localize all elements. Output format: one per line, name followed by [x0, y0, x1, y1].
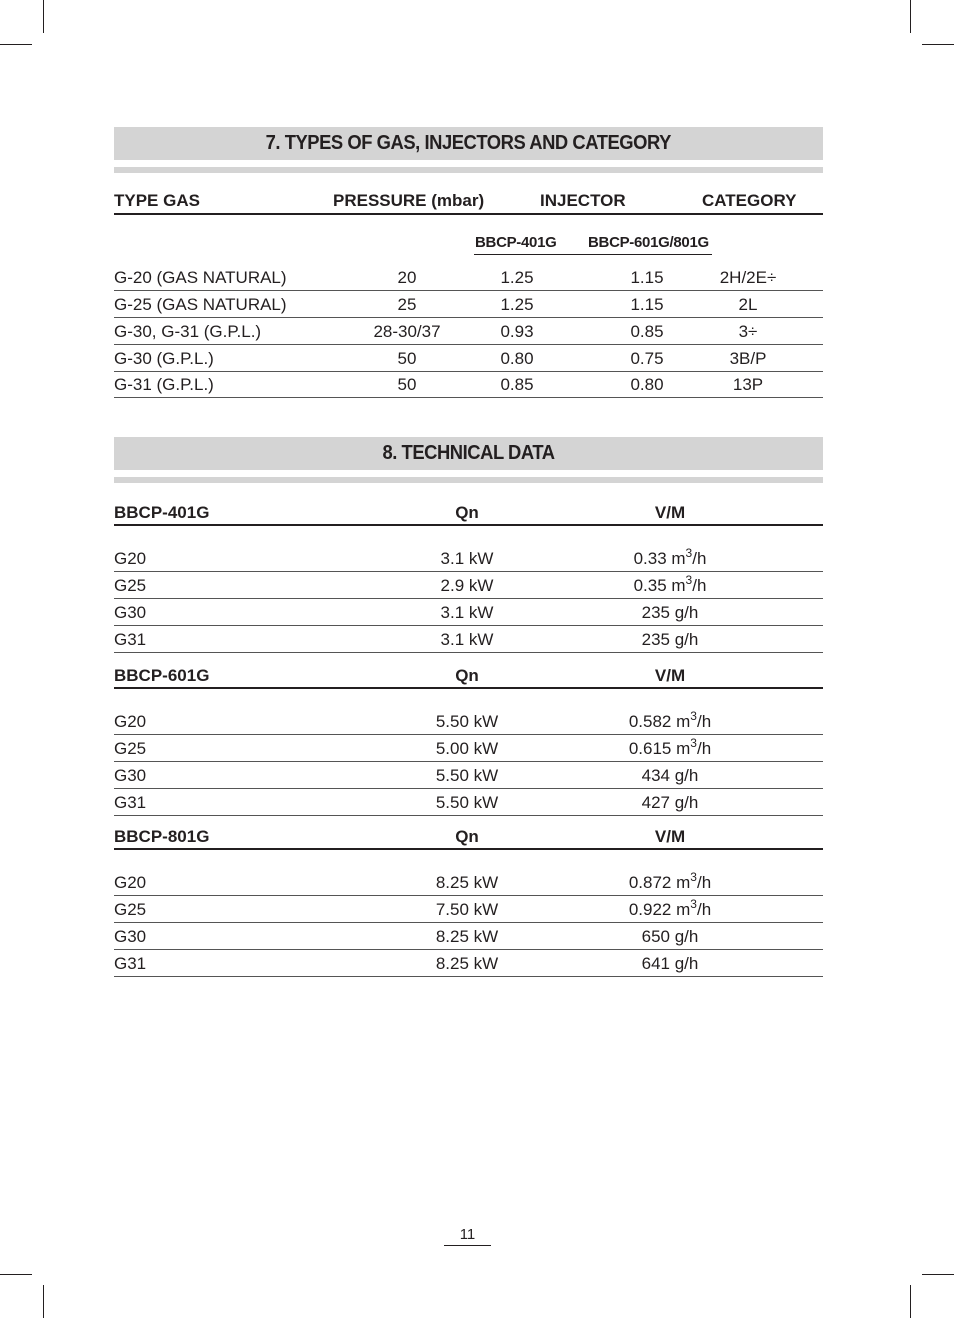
row-rule	[114, 949, 823, 950]
qn-cell: 3.1 kW	[440, 630, 494, 649]
gas-cell: G30	[114, 603, 147, 622]
gas-cell: G25	[114, 576, 147, 595]
row-rule	[114, 317, 823, 318]
row-rule	[114, 598, 823, 599]
table-header-rule	[114, 524, 823, 526]
category-cell: 13P	[732, 375, 764, 394]
type-gas-cell: G-25 (GAS NATURAL)	[114, 295, 287, 314]
category-cell: 3B/P	[729, 349, 767, 368]
row-rule	[114, 371, 823, 372]
model-header: BBCP-601G	[114, 666, 210, 685]
category-cell: 2L	[738, 295, 758, 314]
vm-value: 434 g/h	[641, 766, 699, 785]
pressure-cell: 28-30/37	[373, 322, 441, 341]
row-rule	[114, 788, 823, 789]
qn-cell: 8.25 kW	[435, 873, 499, 892]
crop-mark	[910, 0, 911, 33]
model-header: BBCP-401G	[114, 503, 210, 522]
row-rule	[114, 976, 823, 977]
type-gas-cell: G-30 (G.P.L.)	[114, 349, 214, 368]
crop-mark	[922, 44, 954, 45]
pressure-cell: 50	[397, 375, 417, 394]
row-rule	[114, 761, 823, 762]
gas-cell: G30	[114, 766, 147, 785]
gas-cell: G30	[114, 927, 147, 946]
vm-cell	[642, 630, 699, 650]
vm-cell	[642, 954, 699, 974]
vm-cell	[628, 736, 712, 759]
vm-cell	[642, 793, 699, 813]
section7-title: 7. TYPES OF GAS, INJECTORS AND CATEGORY	[265, 132, 672, 154]
row-rule	[114, 922, 823, 923]
table-header-rule	[114, 848, 823, 850]
gas-cell: G20	[114, 549, 147, 568]
gas-cell: G25	[114, 900, 147, 919]
row-rule	[114, 652, 823, 653]
qn-cell: 2.9 kW	[440, 576, 494, 595]
vm-exponent: 3	[690, 870, 697, 884]
gas-cell: G31	[114, 954, 147, 973]
injector-401-cell: 1.25	[500, 268, 534, 287]
injector-601-cell: 0.80	[630, 375, 664, 394]
row-rule	[114, 734, 823, 735]
qn-cell: 7.50 kW	[435, 900, 499, 919]
vm-unit-suffix: /h	[696, 900, 712, 919]
pressure-cell: 50	[397, 349, 417, 368]
pressure-cell: 25	[397, 295, 417, 314]
vm-unit-suffix: /h	[692, 576, 707, 595]
vm-cell	[628, 870, 712, 893]
vm-cell	[633, 546, 707, 569]
gas-cell: G20	[114, 712, 147, 731]
section7-banner	[114, 127, 823, 160]
vm-exponent: 3	[685, 573, 693, 587]
vm-exponent: 3	[685, 546, 693, 560]
vm-cell	[642, 766, 699, 786]
injector-401-cell: 0.85	[500, 375, 534, 394]
vm-cell	[633, 573, 707, 596]
gas-cell: G31	[114, 793, 147, 812]
vm-value: 0.33 m	[633, 549, 686, 568]
vm-unit-suffix: /h	[696, 712, 712, 731]
page-number: 11	[459, 1226, 476, 1243]
vm-header: V/M	[654, 503, 686, 522]
type-gas-cell: G-31 (G.P.L.)	[114, 375, 214, 394]
qn-cell: 5.50 kW	[435, 766, 499, 785]
vm-cell	[642, 603, 699, 623]
vm-value: 0.872 m	[628, 873, 691, 892]
injector-401-cell: 0.80	[500, 349, 534, 368]
injector-401-cell: 1.25	[500, 295, 534, 314]
crop-mark	[43, 1285, 44, 1318]
section8-title: 8. TECHNICAL DATA	[382, 442, 555, 464]
injector-601-cell: 0.75	[630, 349, 664, 368]
vm-value: 427 g/h	[641, 793, 699, 812]
injector-601-cell: 1.15	[630, 268, 664, 287]
vm-unit-suffix: /h	[696, 873, 712, 892]
header-type-gas: TYPE GAS	[114, 191, 200, 210]
qn-cell: 5.50 kW	[435, 712, 499, 731]
qn-cell: 5.50 kW	[435, 793, 499, 812]
gas-cell: G25	[114, 739, 147, 758]
vm-value: 650 g/h	[641, 927, 699, 946]
qn-header: Qn	[455, 503, 479, 522]
category-cell: 2H/2E÷	[719, 268, 777, 287]
vm-header: V/M	[654, 827, 686, 846]
table-header-rule	[114, 687, 823, 689]
header-pressure: PRESSURE (mbar)	[333, 191, 485, 210]
qn-cell: 3.1 kW	[440, 549, 494, 568]
vm-value: 641 g/h	[641, 954, 699, 973]
header-category: CATEGORY	[702, 191, 797, 210]
qn-cell: 3.1 kW	[440, 603, 494, 622]
injector-601-cell: 0.85	[630, 322, 664, 341]
section8-banner	[114, 437, 823, 470]
row-rule	[114, 815, 823, 816]
vm-cell	[628, 709, 712, 732]
injector-401-cell: 0.93	[500, 322, 534, 341]
header-rule	[114, 213, 823, 215]
vm-header: V/M	[654, 666, 686, 685]
qn-cell: 5.00 kW	[435, 739, 499, 758]
injector-sub-601-801: BBCP-601G/801G	[588, 234, 709, 251]
row-rule	[114, 895, 823, 896]
crop-mark	[0, 1274, 32, 1275]
qn-cell: 8.25 kW	[435, 927, 499, 946]
vm-value: 0.922 m	[628, 900, 691, 919]
vm-unit-suffix: /h	[696, 739, 712, 758]
qn-cell: 8.25 kW	[435, 954, 499, 973]
model-header: BBCP-801G	[114, 827, 210, 846]
vm-exponent: 3	[690, 736, 697, 750]
vm-cell	[628, 897, 712, 920]
qn-header: Qn	[455, 827, 479, 846]
row-rule	[114, 625, 823, 626]
gas-cell: G20	[114, 873, 147, 892]
injector-sub-rule	[474, 254, 712, 255]
vm-value: 0.615 m	[628, 739, 691, 758]
injector-601-cell: 1.15	[630, 295, 664, 314]
row-rule	[114, 344, 823, 345]
crop-mark	[910, 1285, 911, 1318]
section8-stripe	[114, 477, 823, 483]
row-rule	[114, 290, 823, 291]
crop-mark	[43, 0, 44, 33]
vm-value: 0.35 m	[633, 576, 686, 595]
vm-value: 235 g/h	[641, 603, 699, 622]
row-rule	[114, 571, 823, 572]
crop-mark	[0, 44, 32, 45]
row-rule	[114, 397, 823, 398]
section7-stripe	[114, 167, 823, 173]
type-gas-cell: G-30, G-31 (G.P.L.)	[114, 322, 262, 341]
header-injector: INJECTOR	[540, 191, 626, 210]
vm-value: 0.582 m	[628, 712, 691, 731]
vm-value: 235 g/h	[641, 630, 699, 649]
injector-sub-401: BBCP-401G	[475, 234, 557, 251]
page-number-underline	[444, 1245, 491, 1246]
gas-cell: G31	[114, 630, 147, 649]
qn-header: Qn	[455, 666, 479, 685]
pressure-cell: 20	[397, 268, 417, 287]
crop-mark	[922, 1274, 954, 1275]
vm-cell	[642, 927, 699, 947]
vm-exponent: 3	[690, 897, 697, 911]
type-gas-cell: G-20 (GAS NATURAL)	[114, 268, 287, 287]
category-cell: 3÷	[738, 322, 758, 341]
vm-unit-suffix: /h	[692, 549, 707, 568]
vm-exponent: 3	[690, 709, 697, 723]
